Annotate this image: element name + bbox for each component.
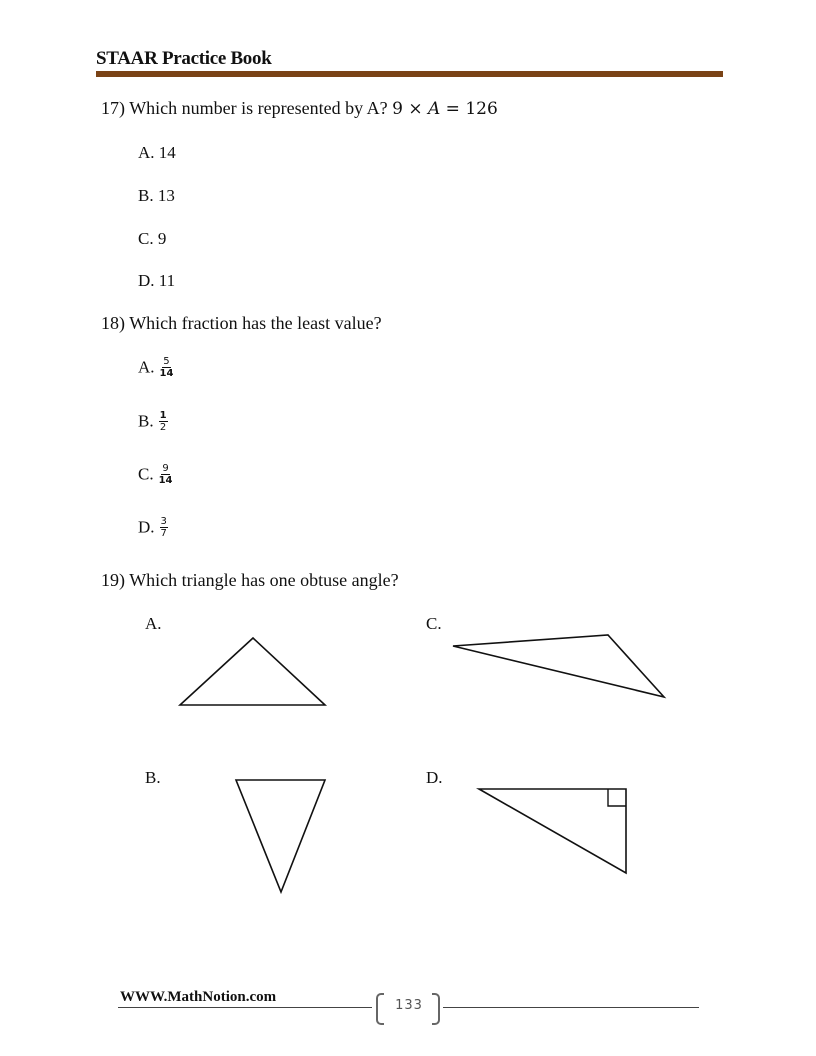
page-bracket-left	[376, 993, 384, 1025]
option-letter: C.	[138, 464, 154, 484]
equation-left: 9 ×	[392, 99, 428, 119]
triangle-d	[479, 789, 626, 873]
option-value: 14	[158, 143, 176, 162]
question-number: 19)	[101, 570, 125, 590]
triangle-label-c[interactable]: C.	[426, 614, 442, 633]
option-letter: B.	[138, 411, 154, 431]
page-number: 133	[395, 998, 423, 1013]
fraction-numerator: 3	[160, 516, 167, 527]
option-letter: D.	[138, 517, 155, 537]
fraction-denominator: 2	[159, 422, 167, 433]
footer-website: WWW.MathNotion.com	[120, 989, 277, 1005]
triangle-a	[180, 638, 325, 705]
equation-variable: A	[427, 99, 441, 119]
question-number: 18)	[101, 313, 125, 333]
triangle-c	[453, 635, 664, 697]
fraction-numerator: 5	[163, 356, 170, 367]
option-letter: A.	[138, 143, 155, 162]
question-text: Which fraction has the least value?	[129, 313, 382, 333]
fraction-denominator: 7	[160, 528, 167, 539]
triangle-label-a[interactable]: A.	[145, 614, 162, 633]
option-letter: D.	[138, 271, 155, 290]
fraction-denominator: 14	[159, 368, 174, 379]
page-bracket-right	[432, 993, 440, 1025]
fraction-denominator: 14	[158, 475, 173, 486]
option-letter: C.	[138, 229, 154, 248]
footer-divider-right	[443, 1007, 699, 1008]
fraction-numerator: 1	[159, 410, 167, 421]
question-text: Which triangle has one obtuse angle?	[129, 570, 399, 590]
option-letter: A.	[138, 357, 155, 377]
option-value: 13	[157, 186, 175, 205]
page-header-title: STAAR Practice Book	[96, 48, 272, 69]
option-value: 9	[157, 229, 167, 248]
triangle-b	[236, 780, 325, 892]
option-value: 11	[158, 271, 176, 290]
equation-right: = 126	[440, 99, 498, 119]
question-text: Which number is represented by A?	[129, 98, 388, 118]
footer-divider-left	[118, 1007, 372, 1008]
option-letter: B.	[138, 186, 154, 205]
right-angle-marker	[608, 789, 626, 806]
question-number: 17)	[101, 98, 125, 118]
triangle-label-d[interactable]: D.	[426, 768, 443, 787]
fraction-numerator: 9	[162, 463, 169, 474]
triangle-label-b[interactable]: B.	[145, 768, 161, 787]
